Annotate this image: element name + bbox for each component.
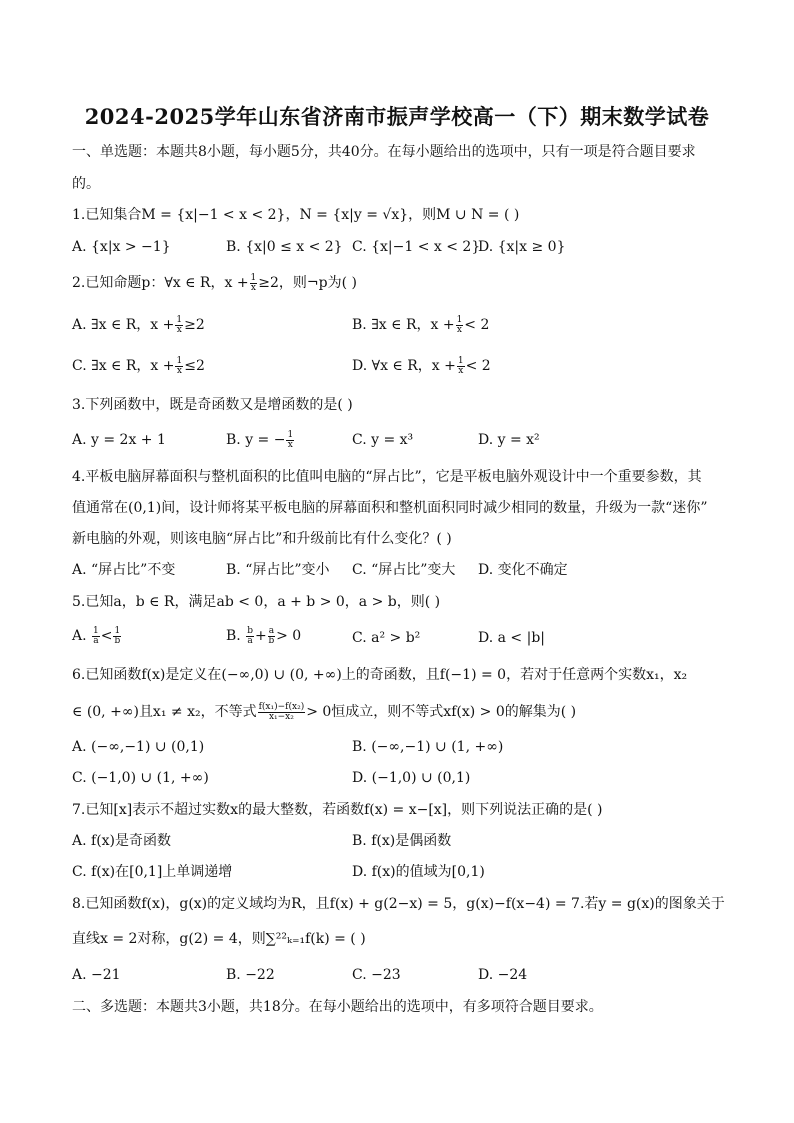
opt-tail: < 2: [464, 317, 490, 333]
opt-text: C. ∃x ∈ R，x +: [72, 358, 175, 374]
page-title: 2024-2025学年山东省济南市振声学校高一（下）期末数学试卷: [84, 104, 710, 129]
frac-den: a: [93, 635, 99, 646]
q5-stem: 5.已知a，b ∈ R，满足ab < 0，a + b > 0，a > b，则( ): [72, 594, 441, 610]
frac-num: 1: [114, 625, 121, 636]
frac-num: a: [268, 625, 275, 636]
opt-text: B. y = −: [226, 432, 286, 448]
q8-option-a: A. −21: [72, 967, 121, 983]
frac-num: b: [247, 625, 253, 636]
q2-option-a: [72, 315, 205, 335]
q6-line-2: [72, 702, 576, 722]
opt-text: B.: [226, 628, 241, 644]
opt-op: <: [100, 628, 113, 644]
q2-option-b: [352, 315, 489, 335]
opt-fraction: [175, 316, 183, 335]
q6-option-c: C. (−1,0) ∪ (1, +∞): [72, 770, 209, 786]
section-2-heading: 二、多选题：本题共3小题，共18分。在每小题给出的选项中，有多项符合题目要求。: [72, 999, 603, 1015]
q3-stem: 3.下列函数中，既是奇函数又是增函数的是( ): [72, 397, 353, 413]
q6-option-d: D. (−1,0) ∪ (0,1): [352, 770, 471, 786]
q4-option-a: A. “屏占比”不变: [72, 562, 176, 578]
frac-num: 1: [93, 625, 99, 636]
opt-text: B. ∃x ∈ R，x +: [352, 317, 455, 333]
opt-fraction: [457, 357, 465, 376]
opt-fraction: [246, 627, 254, 646]
opt-tail: < 2: [465, 358, 491, 374]
q4-option-b: B. “屏占比”变小: [226, 562, 330, 578]
q2-fraction: [250, 274, 258, 293]
q4-line-2: 值通常在(0,1)间，设计师将某平板电脑的屏幕面积和整机面积同时减少相同的数量，升级为一款“迷你”: [72, 500, 708, 516]
q5-option-a: [72, 626, 122, 646]
q5-option-d: D. a < |b|: [478, 630, 545, 646]
frac-num: 1: [176, 355, 183, 366]
q4-option-c: C. “屏占比”变大: [352, 562, 456, 578]
frac-den: x: [456, 324, 462, 335]
frac-den: x: [176, 365, 182, 376]
q2-stem-tail: ≥2，则¬p为( ): [258, 275, 357, 291]
opt-fraction: [92, 627, 100, 646]
section-1-heading: 一、单选题：本题共8小题，每小题5分，共40分。在每小题给出的选项中，只有一项是符合题目要求: [72, 144, 696, 160]
frac-num: 1: [456, 314, 463, 325]
frac-den: x: [287, 439, 293, 450]
q8-option-c: C. −23: [352, 967, 401, 983]
q2-option-d: [352, 356, 491, 376]
opt-fraction: [268, 627, 275, 646]
q6-line-2-tail: > 0恒成立，则不等式xf(x) > 0的解集为( ): [306, 704, 577, 720]
q6-line-2-text: ∈ (0, +∞)且x₁ ≠ x₂，不等式: [72, 704, 257, 720]
opt-text: D. ∀x ∈ R，x +: [352, 358, 456, 374]
section-1-heading-cont: 的。: [72, 176, 100, 192]
q2-stem: [72, 273, 357, 293]
frac-num: 1: [250, 272, 257, 283]
q7-option-c: C. f(x)在[0,1]上单调递增: [72, 864, 233, 880]
q1-option-b: B. {x|0 ≤ x < 2}: [226, 239, 343, 255]
frac-den: b: [268, 635, 275, 646]
frac-den: x₁−x₂: [268, 711, 294, 722]
frac-num: 1: [176, 314, 183, 325]
q2-option-c: [72, 356, 205, 376]
q1-option-c: C. {x|−1 < x < 2}: [352, 239, 481, 255]
q7-option-d: D. f(x)的值域为[0,1): [352, 864, 485, 880]
opt-fraction: [456, 316, 464, 335]
q6-line-1: 6.已知函数f(x)是定义在(−∞,0) ∪ (0, +∞)上的奇函数，且f(−1) = 0，若对于任意两个实数x₁，x₂: [72, 667, 688, 683]
q8-option-b: B. −22: [226, 967, 275, 983]
opt-fraction: [113, 627, 121, 646]
q4-option-d: D. 变化不确定: [478, 562, 568, 578]
q7-stem: 7.已知[x]表示不超过实数x的最大整数，若函数f(x) = x−[x]，则下列说法正确的是( ): [72, 802, 603, 818]
frac-num: 1: [457, 355, 464, 366]
opt-tail: ≤2: [184, 358, 205, 374]
frac-num: 1: [287, 429, 294, 440]
opt-tail: ≥2: [184, 317, 205, 333]
frac-den: a: [247, 635, 253, 646]
frac-den: x: [176, 324, 182, 335]
q1-stem: 1.已知集合M = {x|−1 < x < 2}，N = {x|y = √x}，则M ∪ N = ( ): [72, 207, 520, 223]
q3-option-b: [226, 430, 295, 450]
q1-option-d: D. {x|x ≥ 0}: [478, 239, 566, 255]
q4-line-3: 新电脑的外观，则该电脑“屏占比”和升级前比有什么变化？( ): [72, 531, 452, 547]
opt-op: +: [254, 628, 267, 644]
q3-option-c: C. y = x³: [352, 432, 414, 448]
q6-option-a: A. (−∞,−1) ∪ (0,1): [72, 739, 205, 755]
q7-option-a: A. f(x)是奇函数: [72, 833, 172, 849]
opt-text: A.: [72, 628, 87, 644]
q5-option-b: [226, 626, 301, 646]
frac-num: f(x₁)−f(x₂): [258, 701, 305, 712]
q6-fraction: [258, 703, 306, 722]
q3-option-a: A. y = 2x + 1: [72, 432, 166, 448]
frac-den: b: [114, 635, 121, 646]
opt-tail: > 0: [276, 628, 302, 644]
frac-den: x: [250, 282, 256, 293]
frac-den: x: [458, 365, 464, 376]
opt-text: A. ∃x ∈ R，x +: [72, 317, 175, 333]
q6-option-b: B. (−∞,−1) ∪ (1, +∞): [352, 739, 504, 755]
q2-stem-text: 2.已知命题p：∀x ∈ R，x +: [72, 275, 249, 291]
q8-line-2: 直线x = 2对称，g(2) = 4，则∑²²ₖ₌₁f(k) = ( ): [72, 931, 366, 947]
q7-option-b: B. f(x)是偶函数: [352, 833, 452, 849]
q8-line-1: 8.已知函数f(x)，g(x)的定义域均为R，且f(x) + g(2−x) = 5，g(x)−f(x−4) = 7.若y = g(x)的图象关于: [72, 896, 725, 912]
q5-option-c: C. a² > b²: [352, 630, 421, 646]
opt-fraction: [286, 431, 294, 450]
q8-option-d: D. −24: [478, 967, 528, 983]
q3-option-d: D. y = x²: [478, 432, 540, 448]
q4-line-1: 4.平板电脑屏幕面积与整机面积的比值叫电脑的“屏占比”，它是平板电脑外观设计中一个重要参数，其: [72, 469, 702, 485]
q1-option-a: A. {x|x > −1}: [72, 239, 171, 255]
opt-fraction: [175, 357, 183, 376]
